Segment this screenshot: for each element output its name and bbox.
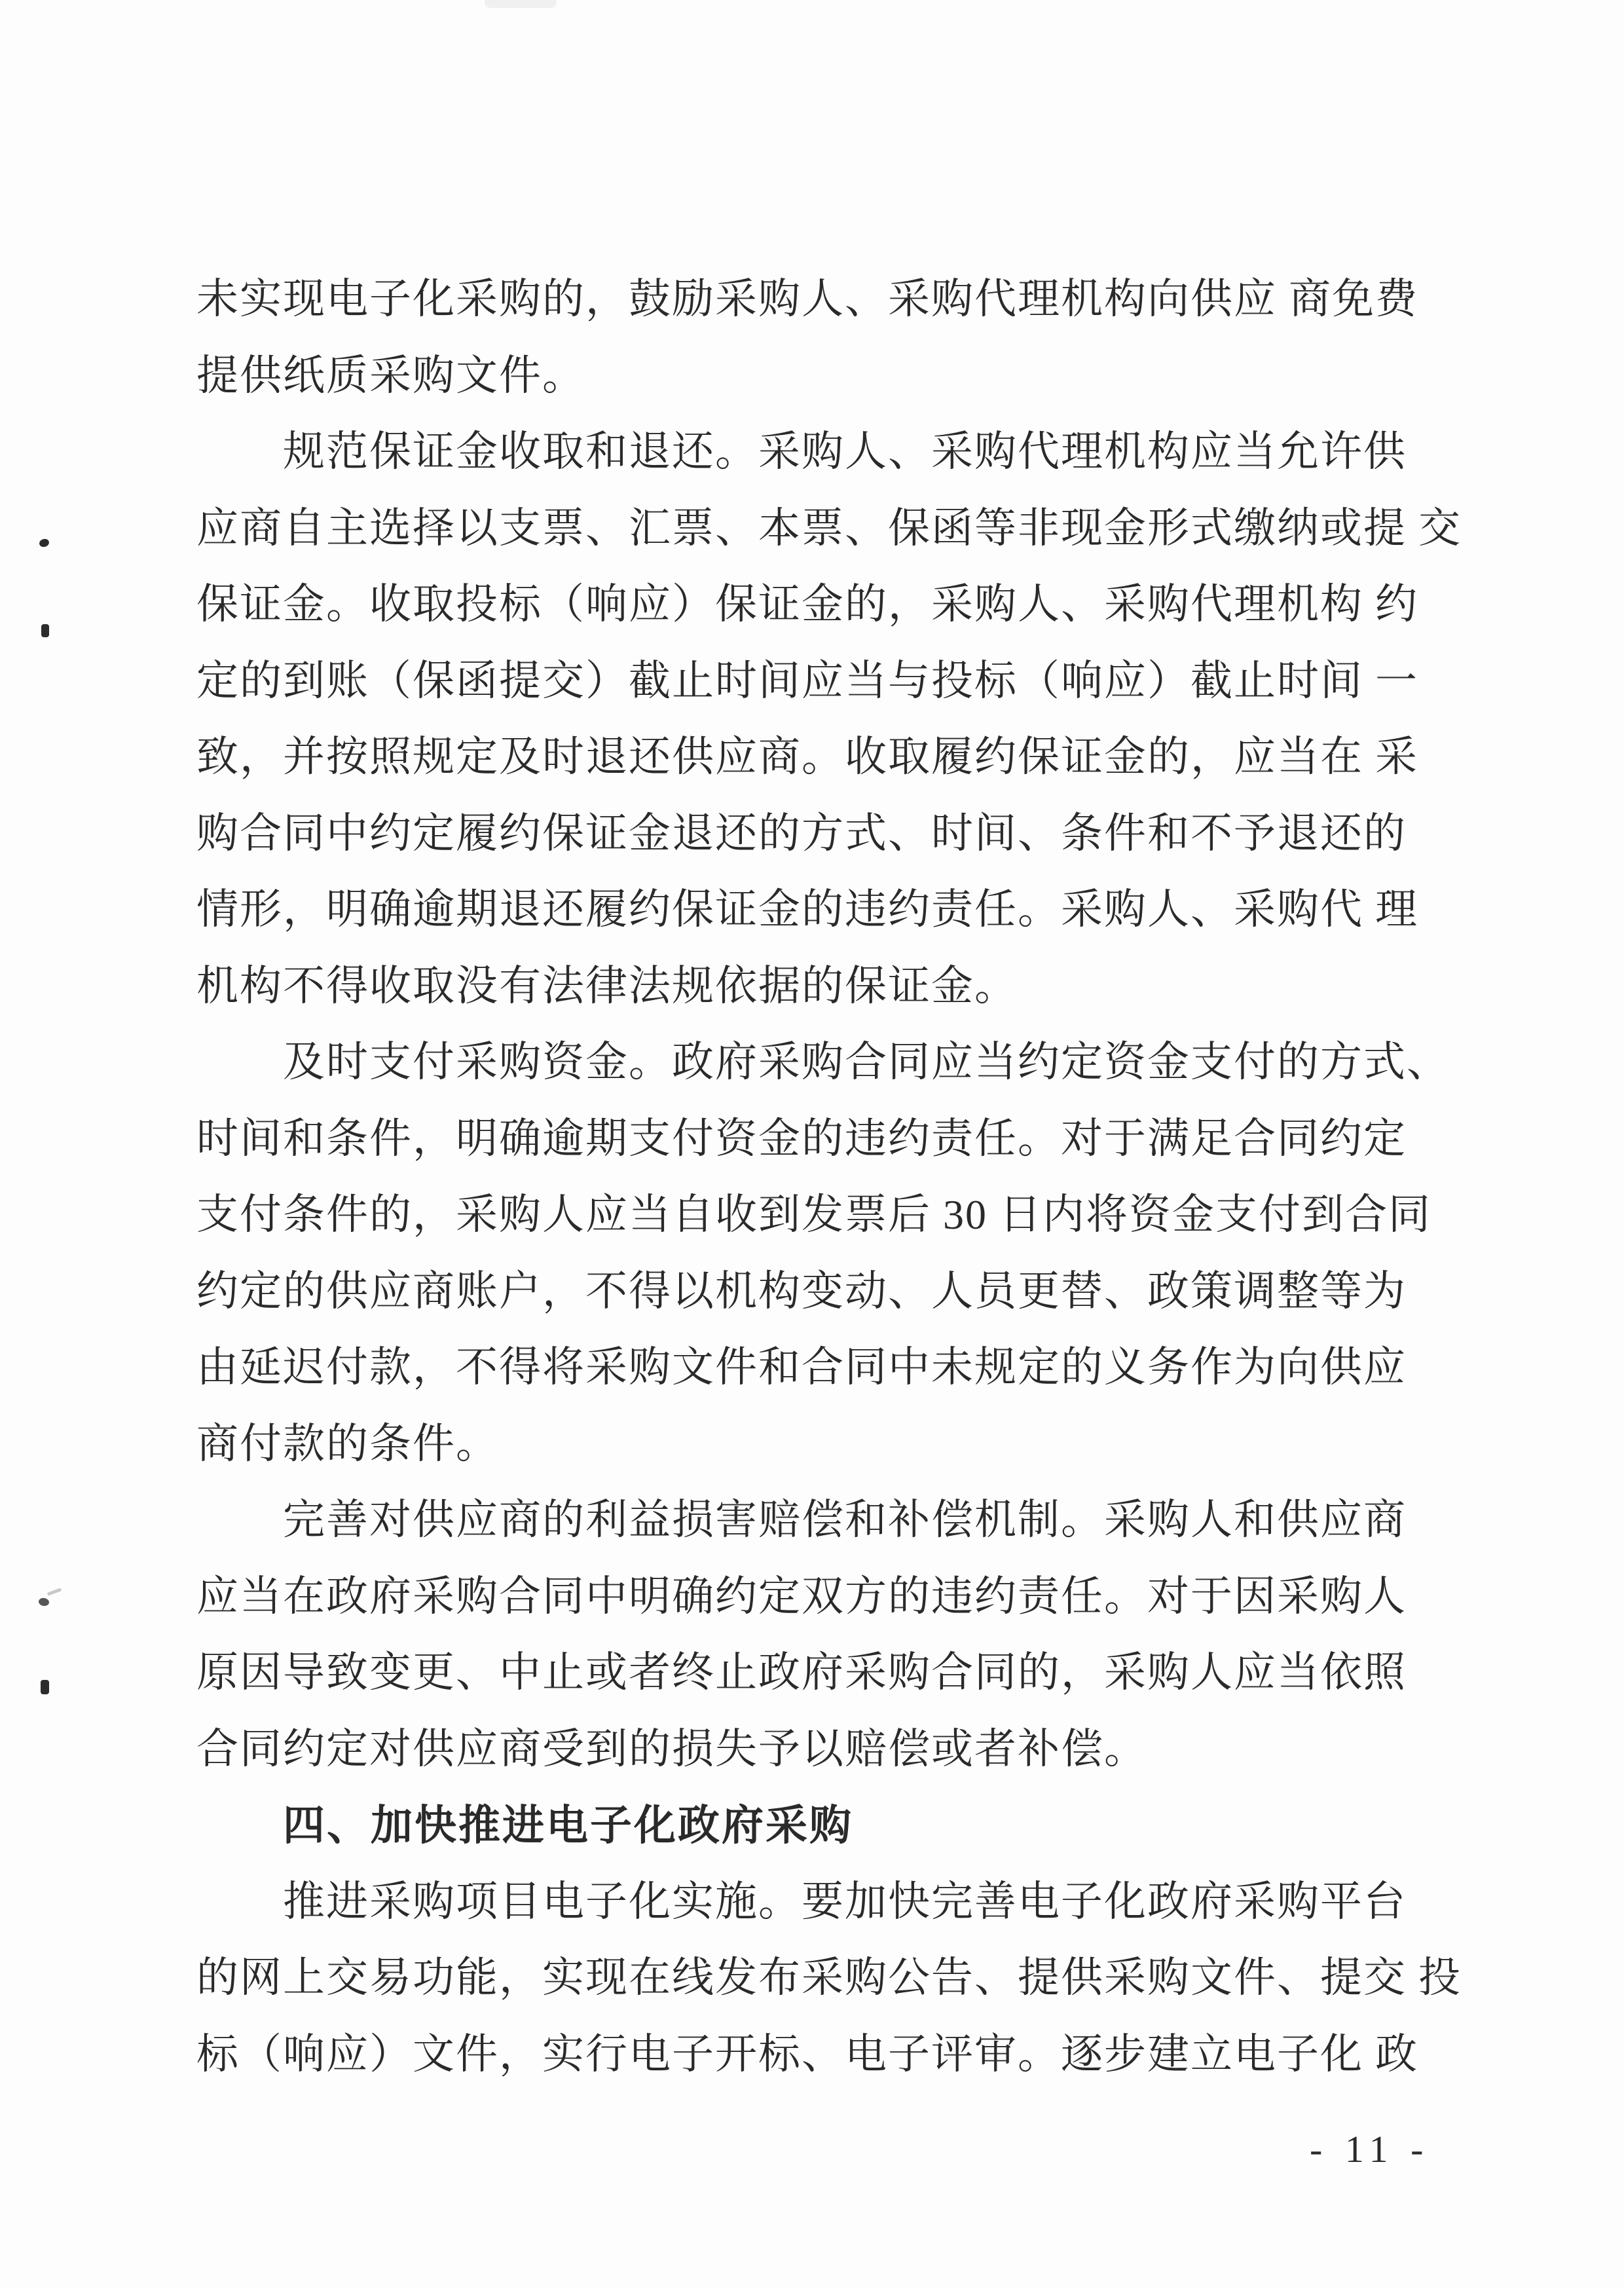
- scan-speck: [38, 1597, 50, 1607]
- text-line: 规范保证金收取和退还。采购人、采购代理机构应当允许供: [283, 428, 1407, 475]
- text-line: 推进采购项目电子化实施。要加快完善电子化政府采购平台: [283, 1878, 1407, 1925]
- text-line: 未实现电子化采购的，鼓励采购人、采购代理机构向供应 商免费: [196, 276, 1418, 322]
- text-line: 致，并按照规定及时退还供应商。收取履约保证金的，应当在 采: [196, 734, 1418, 780]
- text-line: 的网上交易功能，实现在线发布采购公告、提供采购文件、提交 投: [196, 1954, 1462, 2001]
- text-line: 购合同中约定履约保证金退还的方式、时间、条件和不予退还的: [196, 810, 1407, 857]
- text-line: 及时支付采购资金。政府采购合同应当约定资金支付的方式、: [283, 1039, 1450, 1085]
- page-number: - 11 -: [1310, 2128, 1430, 2170]
- scan-speck: [39, 538, 50, 548]
- scan-speck: [41, 624, 49, 637]
- text-line: 时间和条件，明确逾期支付资金的违约责任。对于满足合同约定: [196, 1115, 1407, 1162]
- text-line: 机构不得收取没有法律法规依据的保证金。: [196, 962, 1018, 1009]
- text-line: 约定的供应商账户，不得以机构变动、人员更替、政策调整等为: [196, 1267, 1407, 1314]
- text-line: 应商自主选择以支票、汇票、本票、保函等非现金形式缴纳或提 交: [196, 504, 1462, 551]
- section-heading: 四、加快推进电子化政府采购: [283, 1802, 853, 1849]
- text-line: 情形，明确逾期退还履约保证金的违约责任。采购人、采购代 理: [196, 886, 1418, 933]
- text-line: 商付款的条件。: [196, 1420, 499, 1467]
- scan-smudge: [485, 0, 557, 8]
- scan-speck: [41, 1680, 49, 1694]
- scan-speck: [47, 1588, 62, 1595]
- text-line: 保证金。收取投标（响应）保证金的，采购人、采购代理机构 约: [196, 581, 1418, 627]
- text-line: 支付条件的，采购人应当自收到发票后 30 日内将资金支付到合同: [196, 1191, 1431, 1238]
- text-line: 应当在政府采购合同中明确约定双方的违约责任。对于因采购人: [196, 1573, 1407, 1620]
- body-text: [196, 261, 1462, 2093]
- text-line: 提供纸质采购文件。: [196, 352, 585, 399]
- text-line: 定的到账（保函提交）截止时间应当与投标（响应）截止时间 一: [196, 657, 1418, 704]
- text-line: 原因导致变更、中止或者终止政府采购合同的，采购人应当依照: [196, 1649, 1407, 1696]
- text-line: 由延迟付款，不得将采购文件和合同中未规定的义务作为向供应: [196, 1344, 1407, 1390]
- text-line: 合同约定对供应商受到的损失予以赔偿或者补偿。: [196, 1725, 1147, 1772]
- text-line: 完善对供应商的利益损害赔偿和补偿机制。采购人和供应商: [283, 1497, 1407, 1543]
- text-line: 标（响应）文件，实行电子开标、电子评审。逐步建立电子化 政: [196, 2030, 1418, 2077]
